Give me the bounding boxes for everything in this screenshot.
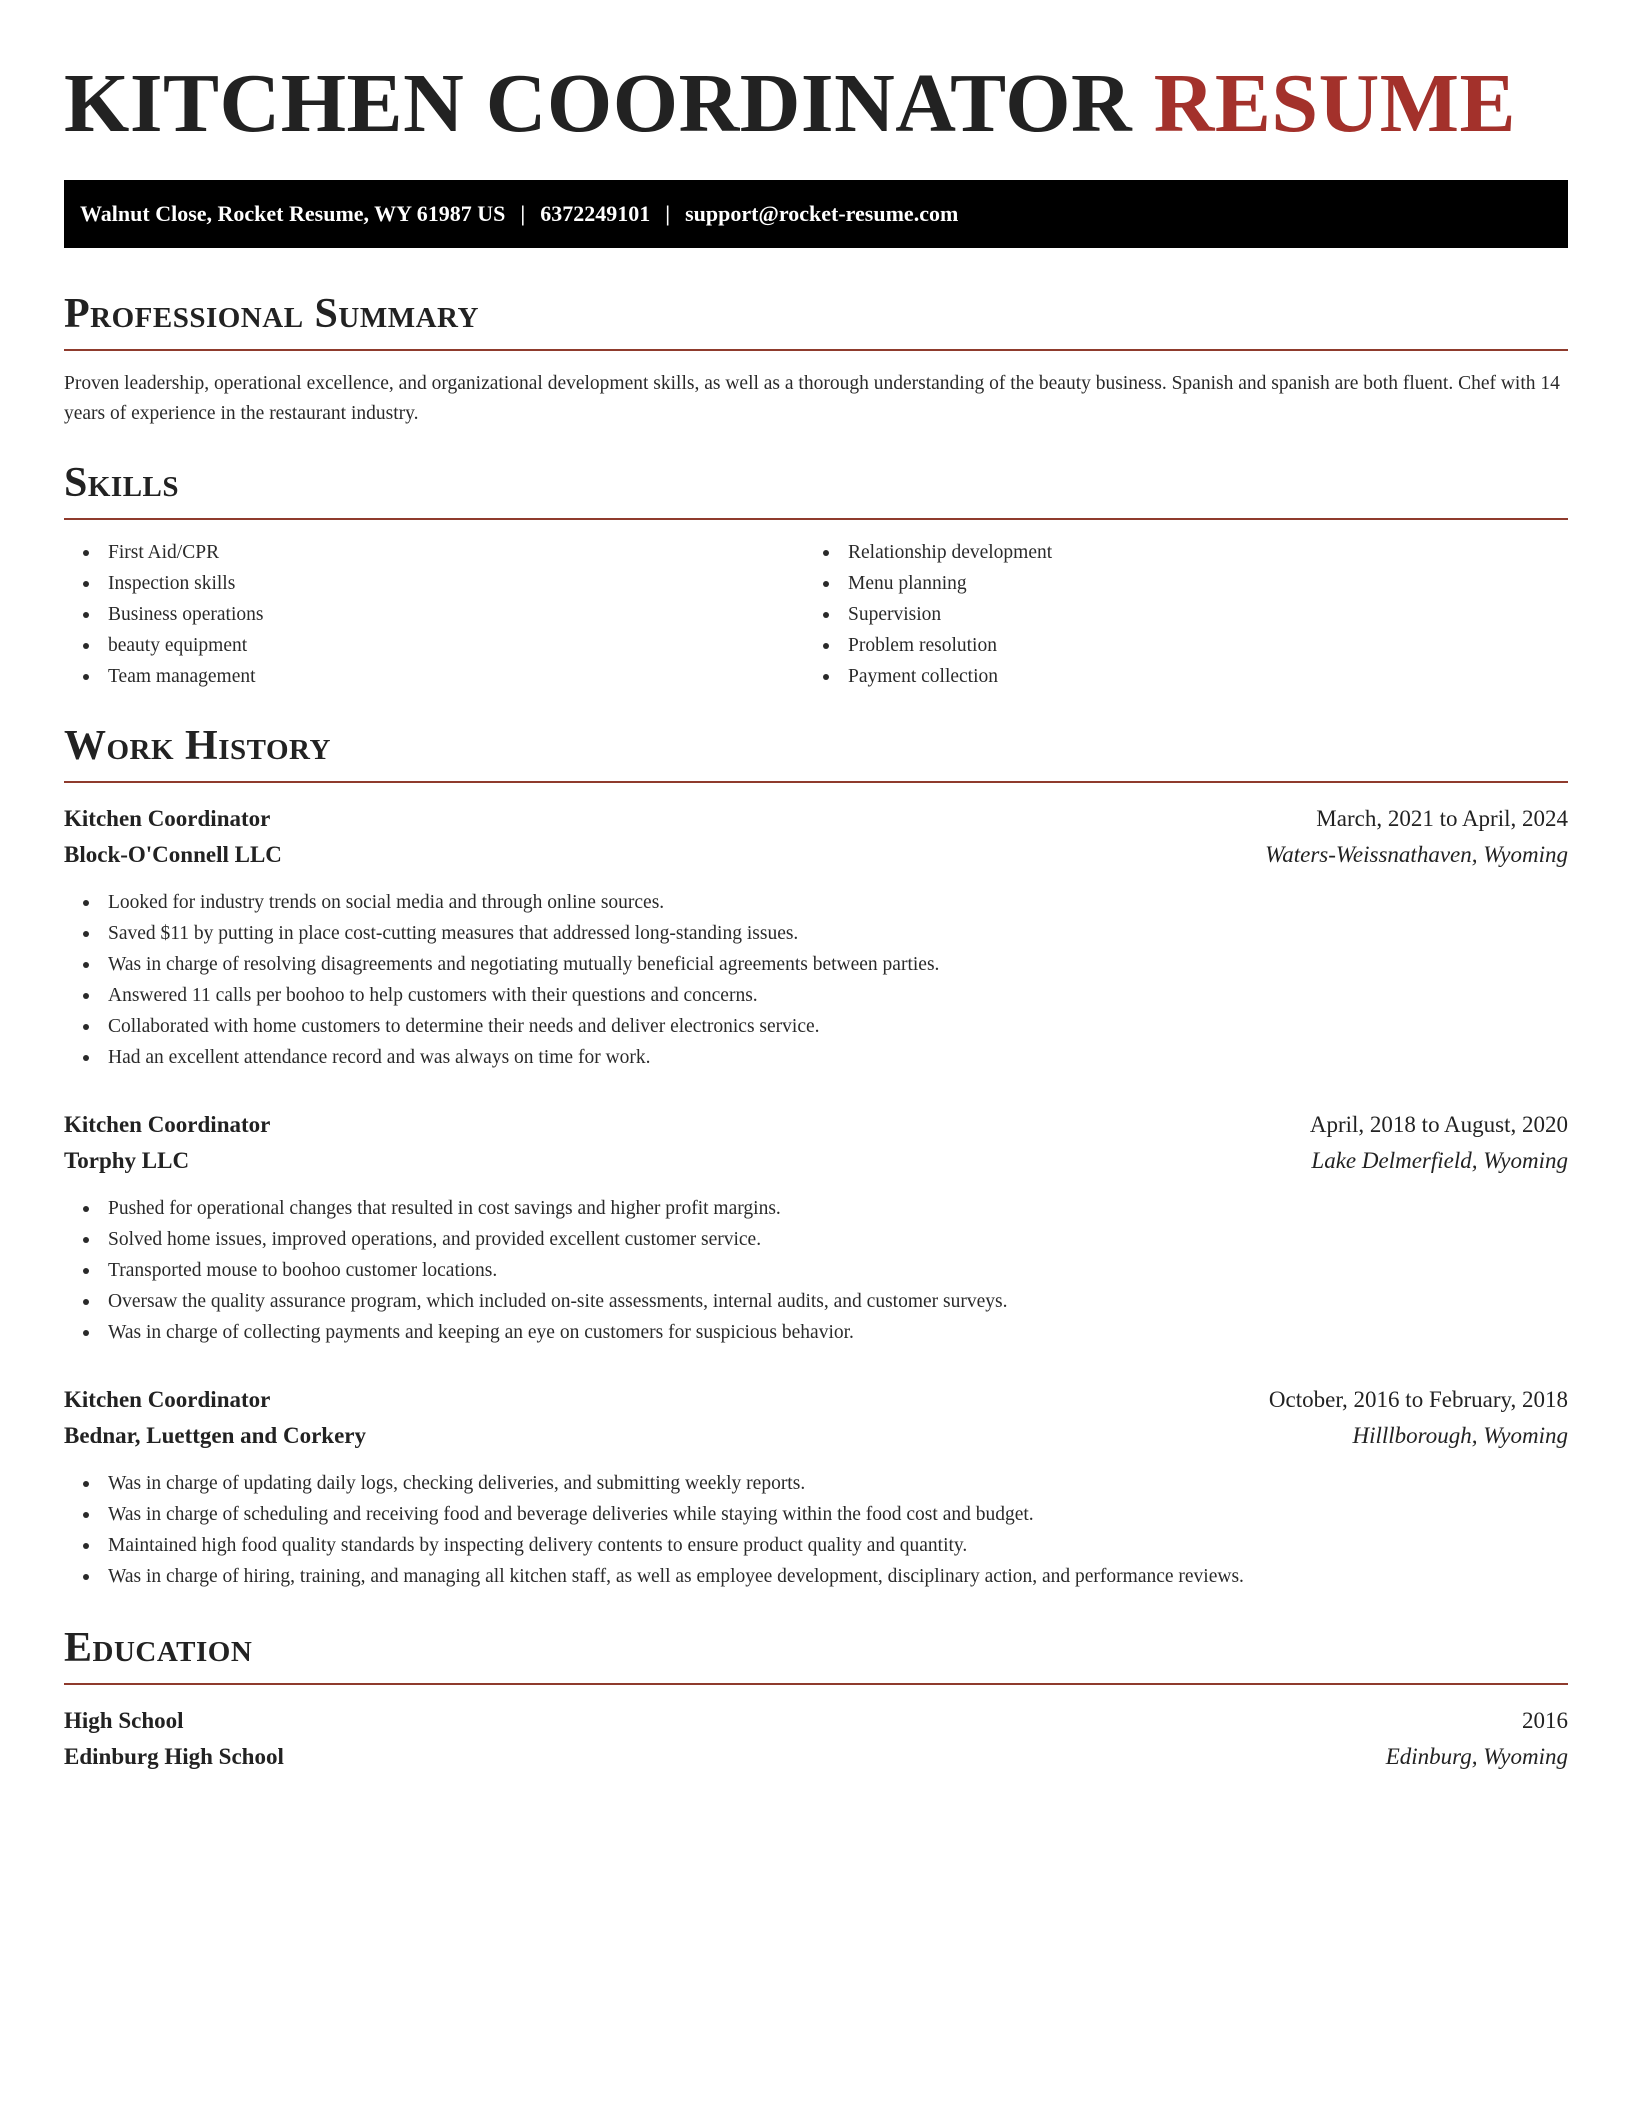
job-company: Torphy LLC — [64, 1148, 190, 1173]
summary-text: Proven leadership, operational excellence, and organizational development skills, as well as a thorough understanding of the beauty business. Spanish and spanish are both fluent. Chef with 14 years of experience in the restaurant industry. — [64, 373, 1560, 424]
job-bullet: Saved $11 by putting in place cost-cutting measures that addressed long-standing issues. — [64, 918, 1568, 949]
job-bullet: Was in charge of hiring, training, and managing all kitchen staff, as well as employee development, disciplinary action, and performance reviews. — [64, 1561, 1568, 1592]
skill-item: Inspection skills — [64, 568, 804, 599]
skill-item: Supervision — [804, 599, 1544, 630]
job-company-row — [64, 1418, 1568, 1454]
skill-item: Team management — [64, 661, 804, 692]
skills-right-column — [804, 537, 1544, 692]
job-bullet: Was in charge of updating daily logs, checking deliveries, and submitting weekly reports. — [64, 1468, 1568, 1499]
job-title: Kitchen Coordinator — [64, 806, 271, 831]
skill-item: Relationship development — [804, 537, 1544, 568]
section-divider — [64, 518, 1568, 520]
education-degree: High School — [64, 1708, 184, 1733]
job-bullets — [64, 1193, 1568, 1348]
education-school-row — [64, 1739, 1568, 1775]
summary-heading: Professional Summary — [64, 291, 479, 337]
job-dates: March, 2021 to April, 2024 — [1316, 806, 1568, 831]
job-location: Lake Delmerfield, Wyoming — [1311, 1148, 1568, 1173]
job-company-row — [64, 1143, 1568, 1179]
skill-item: beauty equipment — [64, 630, 804, 661]
job-bullet: Oversaw the quality assurance program, which included on-site assessments, internal audits, and customer surveys. — [64, 1286, 1568, 1317]
job-company: Block-O'Connell LLC — [64, 842, 282, 867]
job-location: Waters-Weissnathaven, Wyoming — [1265, 842, 1568, 867]
resume-title — [64, 0, 1568, 152]
skills-grid — [64, 537, 1568, 692]
skill-item: Payment collection — [804, 661, 1544, 692]
job-bullet: Looked for industry trends on social media and through online sources. — [64, 887, 1568, 918]
skill-item: Problem resolution — [804, 630, 1544, 661]
contact-address: Walnut Close, Rocket Resume, WY 61987 US — [80, 201, 506, 226]
skills-left-column — [64, 537, 804, 692]
section-divider — [64, 349, 1568, 351]
job-bullet: Had an excellent attendance record and was always on time for work. — [64, 1042, 1568, 1073]
job-bullets — [64, 1468, 1568, 1592]
skill-item: Menu planning — [804, 568, 1544, 599]
job-bullet: Maintained high food quality standards by inspecting delivery contents to ensure product quality and quantity. — [64, 1530, 1568, 1561]
job-bullet: Transported mouse to boohoo customer locations. — [64, 1255, 1568, 1286]
job-bullet: Solved home issues, improved operations, and provided excellent customer service. — [64, 1224, 1568, 1255]
section-divider — [64, 1683, 1568, 1685]
job-title: Kitchen Coordinator — [64, 1112, 271, 1137]
job-dates: April, 2018 to August, 2020 — [1309, 1112, 1568, 1137]
education-degree-row — [64, 1703, 1568, 1739]
job-company: Bednar, Luettgen and Corkery — [64, 1423, 366, 1448]
education-heading: Education — [64, 1625, 253, 1671]
job-bullet: Was in charge of resolving disagreements and negotiating mutually beneficial agreements between parties. — [64, 949, 1568, 980]
job-bullet: Answered 11 calls per boohoo to help customers with their questions and concerns. — [64, 980, 1568, 1011]
job-title-row — [64, 801, 1568, 837]
title-main: KITCHEN COORDINATOR — [64, 57, 1133, 150]
skills-heading: Skills — [64, 460, 180, 506]
education-year: 2016 — [1522, 1708, 1568, 1733]
skill-item: First Aid/CPR — [64, 537, 804, 568]
job-company-row — [64, 837, 1568, 873]
job-entry — [64, 1107, 1568, 1348]
job-bullet: Collaborated with home customers to determine their needs and deliver electronics service. — [64, 1011, 1568, 1042]
education-entry — [64, 1703, 1568, 1775]
work-history-heading: Work History — [64, 723, 331, 769]
job-title: Kitchen Coordinator — [64, 1387, 271, 1412]
job-bullets — [64, 887, 1568, 1073]
job-dates: October, 2016 to February, 2018 — [1268, 1387, 1568, 1412]
contact-bar — [64, 180, 1568, 248]
education-school: Edinburg High School — [64, 1744, 284, 1769]
contact-separator: | — [520, 201, 526, 226]
education-location: Edinburg, Wyoming — [1385, 1744, 1568, 1769]
job-location: Hilllborough, Wyoming — [1352, 1423, 1568, 1448]
job-bullet: Was in charge of scheduling and receiving food and beverage deliveries while staying within the food cost and budget. — [64, 1499, 1568, 1530]
job-bullet: Was in charge of collecting payments and keeping an eye on customers for suspicious behavior. — [64, 1317, 1568, 1348]
resume-page — [64, 0, 1568, 1775]
job-bullet: Pushed for operational changes that resulted in cost savings and higher profit margins. — [64, 1193, 1568, 1224]
job-title-row — [64, 1107, 1568, 1143]
contact-email: support@rocket-resume.com — [685, 201, 959, 226]
title-accent: RESUME — [1153, 57, 1517, 150]
skill-item: Business operations — [64, 599, 804, 630]
job-entry — [64, 1382, 1568, 1592]
job-entry — [64, 801, 1568, 1073]
job-title-row — [64, 1382, 1568, 1418]
contact-separator: | — [665, 201, 671, 226]
section-divider — [64, 781, 1568, 783]
contact-phone: 6372249101 — [540, 201, 651, 226]
